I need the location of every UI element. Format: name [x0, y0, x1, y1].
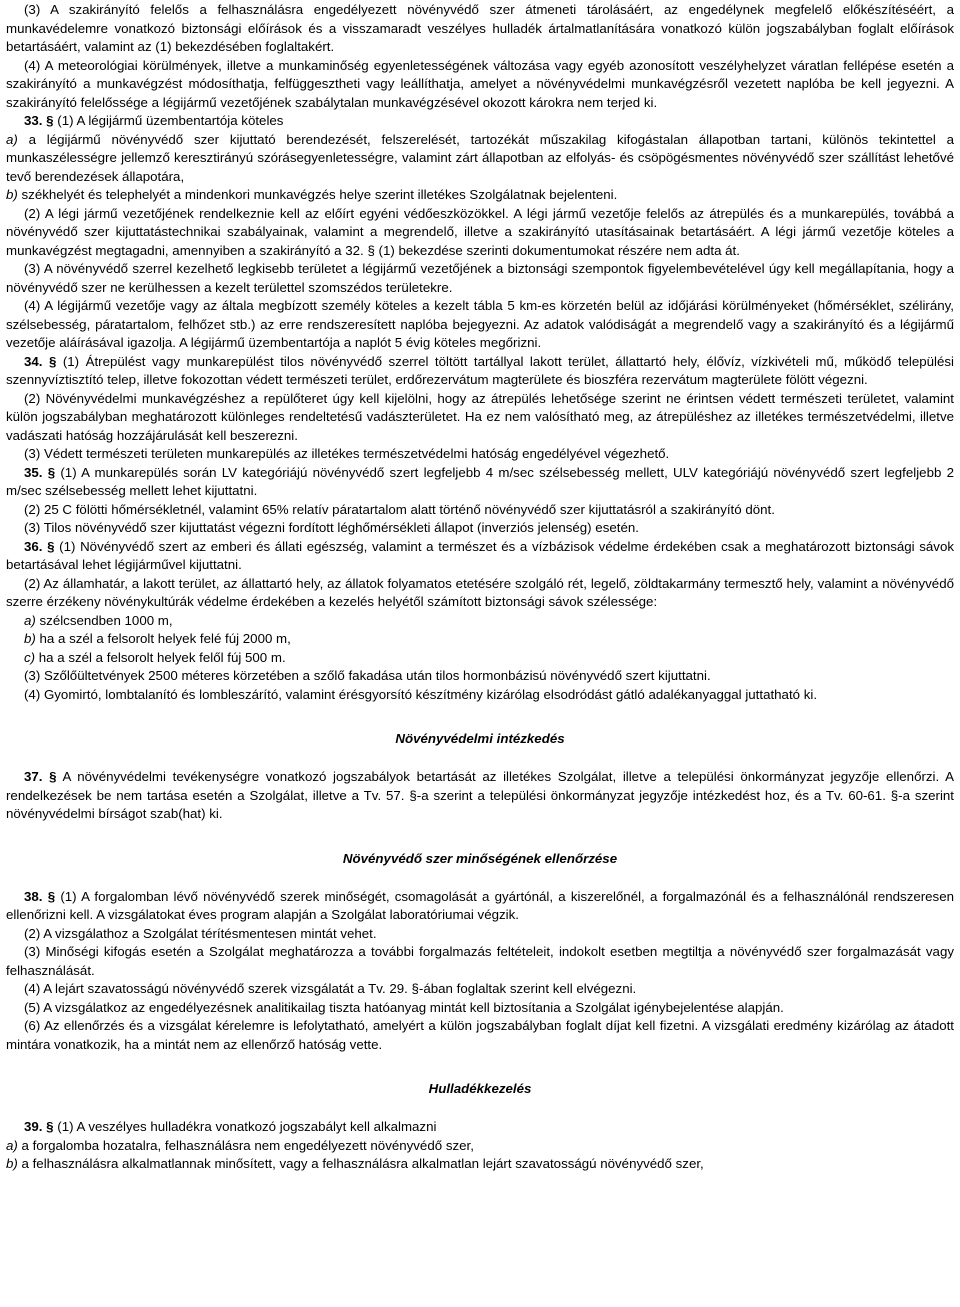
- point-label: b): [24, 631, 36, 646]
- heading-novenyvedelmi-intezkedes: Növényvédelmi intézkedés: [395, 731, 565, 746]
- section-34-2: (2) Növényvédelmi munkavégzéshez a repülőteret úgy kell kijelölni, hogy az átrepülés lehetősége szerint ne érintsen védett természeti területet, valamint külön jogszabályban meghatározott különleges rendeltetésű vadászterületet. Ha ez nem valósítható meg, az átrepüléshez az illetékes természetvédelmi, illetve vadászati hatóság hozzájárulását kell beszerezni.: [6, 390, 958, 443]
- section-36-4: (4) Gyomirtó, lombtalanító és lombleszárító, valamint érésgyorsító készítmény kizárólag elsodródást gátló adalékanyaggal juttatható ki.: [24, 686, 818, 702]
- heading-hulladekkezeles: Hulladékkezelés: [428, 1081, 532, 1096]
- section-number: 37. §: [24, 769, 57, 784]
- point-text: a forgalomba hozatalra, felhasználásra nem engedélyezett növényvédő szer,: [17, 1137, 474, 1153]
- section-text: (1) A veszélyes hulladékra vonatkozó jogszabályt kell alkalmazni: [53, 1119, 437, 1134]
- section-38-2: (2) A vizsgálathoz a Szolgálat térítésmentesen mintát vehet.: [24, 925, 377, 941]
- point-label: b): [6, 1156, 18, 1171]
- section-36-point-c: [6, 649, 954, 668]
- section-38-5: (5) A vizsgálatkoz az engedélyezésnek analitikailag tiszta hatóanyag mintát kell biztosítania a Szolgálat igénybejelentése alapján.: [24, 999, 784, 1015]
- section-38-1: [6, 888, 958, 925]
- section-38-3: (3) Minőségi kifogás esetén a Szolgálat meghatározza a további forgalmazás feltételeit, indokolt esetben megtiltja a növényvédő szer forgalmazását vagy felhasználását.: [6, 944, 958, 978]
- point-label: a): [6, 131, 18, 147]
- point-label: c): [24, 649, 36, 665]
- section-36-2: (2) Az államhatár, a lakott terület, az állattartó hely, az állatok folyamatos etetésére szolgáló rét, legelő, zöldtakarmány termesztő hely, valamint a növényvédő szerre érzékeny növénykultúrák védelme érdekében a kezelés helyétől számított biztonsági sávok szélessége:: [6, 575, 958, 609]
- point-text: ha a szél a felsorolt helyek felé fúj 2000 m,: [35, 631, 291, 646]
- section-33-4: (4) A légijármű vezetője vagy az általa megbízott személy köteles a kezelt tábla 5 km-es körzetén belül az időjárási körülményeket (hőmérséklet, szélirány, szélsebesség, páratartalom, felhőzet stb.) az erre rendszeresített naplóba bejegyezni. Az adatok valódiságát a megrendelő vagy a szakirányító és a légijármű vezetője aláírásával igazolja. A légijármű üzembentartója a naplót 5 évig köteles megőrizni.: [6, 298, 958, 350]
- section-33-3: (3) A növényvédő szerrel kezelhető legkisebb területet a légijármű vezetőjének a biztonsági szempontok figyelembevételével úgy kell megállapítania, hogy a növényvédő szer ne kerülhessen a kezelt területtel szomszédos területekre.: [6, 261, 958, 295]
- section-33-point-b: [6, 186, 954, 205]
- section-36-point-a: [6, 612, 954, 631]
- section-33-point-a: [6, 131, 958, 187]
- section-35-1: [6, 464, 958, 501]
- section-number: 33. §: [24, 113, 54, 128]
- point-label: a): [24, 612, 36, 628]
- section-text: (1) Átrepülést vagy munkarepülést tilos növényvédő szerrel töltött tartállyal lakott terület, állattartó hely, élővíz, vízkivételi mű, működő települési szennyvíztisztító telep, illetve fokozottan védett természeti terület, erdőrezervátum magterülete és bioszféra rezervátum magterülete fölött végezni.: [6, 353, 958, 387]
- section-38-4: (4) A lejárt szavatosságú növényvédő szerek vizsgálatát a Tv. 29. §-ában foglaltak szerint kell elvégezni.: [24, 981, 637, 996]
- section-39-point-b: [6, 1155, 954, 1174]
- section-36-3: (3) Szőlőültetvények 2500 méteres körzetében a szőlő fakadása után tilos hormonbázisú növényvédő szert kijuttatni.: [24, 668, 711, 683]
- point-text: szélcsendben 1000 m,: [35, 612, 173, 628]
- section-39-point-a: [6, 1137, 954, 1156]
- section-34-1: [6, 353, 958, 390]
- section-35-2: (2) 25 C fölötti hőmérsékletnél, valamint 65% relatív páratartalom alatt történő növényvédő szer kijuttatásról a szakirányító dönt.: [24, 501, 775, 517]
- section-37: [6, 768, 958, 824]
- section-38-6: (6) Az ellenőrzés és a vizsgálat kérelemre is lefolytatható, amelyért a külön jogszabályban foglalt díjat kell fizetni. A vizsgálati eredmény kizárólag az átadott mintára vonatkozik, ha a mintát nem az ellenőrző hatóság vette.: [6, 1018, 958, 1052]
- heading-minoseg-ellenorzese: Növényvédő szer minőségének ellenőrzése: [342, 850, 618, 866]
- section-36-point-b: [6, 630, 954, 649]
- section-number: 35. §: [24, 464, 56, 480]
- section-34-3: (3) Védett természeti területen munkarepülés az illetékes természetvédelmi hatóság engedélyével végezhető.: [24, 446, 670, 461]
- point-label: b): [6, 187, 18, 202]
- point-text: ha a szél a felsorolt helyek felől fúj 500 m.: [35, 649, 286, 665]
- section-33-2: (2) A légi jármű vezetőjének rendelkeznie kell az előírt egyéni védőeszközökkel. A légi jármű vezetője felelős az átrepülés és a munkarepülés, továbbá a növényvédő szer kijuttatástechnikai szabályainak, valamint a megrendelő, illetve a szakirányító utasításainak betartásáért. A légi jármű vezetője köteles a munkavégzést megtagadni, amennyiben a szakirányító a 32. § (1) bekezdése szerinti dokumentumokat részére nem adta át.: [6, 205, 958, 258]
- point-text: a felhasználásra alkalmatlannak minősített, vagy a felhasználásra alkalmatlan lejárt szavatosságú növényvédő szer,: [17, 1156, 704, 1171]
- paragraph-32-4: (4) A meteorológiai körülmények, illetve a munkaminőség egyenletességének változása vagy egyéb azonosított veszélyhelyzet váratlan fellépése esetén a szakirányító a munkavégzést módosíthatja, felfüggesztheti vagy leállíthatja, amelyet a növényvédelmi munkavégzésről vezetett naplóba be kell jegyezni. A szakirányító felelőssége a légijármű vezetőjének szabálytalan munkavégzésével okozott károkra nem terjed ki.: [6, 57, 958, 110]
- section-36-1: [6, 538, 958, 575]
- point-text: székhelyét és telephelyét a mindenkori munkavégzés helye szerint illetékes Szolgálatnak bejelenteni.: [17, 187, 618, 202]
- section-number: 36. §: [24, 538, 55, 554]
- paragraph-32-3: (3) A szakirányító felelős a felhasználásra engedélyezett növényvédő szer átmeneti tárolásáért, az engedélynek megfelelő előkészítéséért, a munkavédelemre vonatkozó biztonsági előírások és a visszamaradt veszélyes hulladék ártalmatlanítására vonatkozó külön jogszabályban foglalt előírások betartásáért, valamint az (1) bekezdésében foglaltakért.: [6, 2, 958, 54]
- section-33-1: [6, 112, 954, 131]
- section-number: 34. §: [24, 353, 57, 369]
- section-text: (1) Növényvédő szert az emberi és állati egészség, valamint a természet és a vízbázisok védelme érdekében csak a meghatározott biztonsági sávok betartásával lehet légijárművel kijuttatni.: [6, 538, 958, 572]
- section-text: (1) A munkarepülés során LV kategóriájú növényvédő szert legfeljebb 4 m/sec szélsebesség mellett, ULV kategóriájú növényvédő szert legfeljebb 2 m/sec szélsebesség mellett lehet kijuttatni.: [6, 464, 958, 498]
- section-number: 38. §: [24, 888, 56, 904]
- point-label: a): [6, 1137, 18, 1153]
- section-35-3: (3) Tilos növényvédő szer kijuttatást végezni fordított léghőmérsékleti állapot (inverziós jelenség) esetén.: [24, 520, 639, 535]
- section-text: (1) A légijármű üzembentartója köteles: [53, 113, 284, 128]
- section-39-1: [6, 1118, 954, 1137]
- point-text: a légijármű növényvédő szer kijuttató berendezését, felszerelését, tartozékát műszakilag kifogástalan állapotban tartani, különös tekintettel a munkaszélességre jellemző keresztirányú szórásegyenletességre, valamint zárt állapotban az elfolyás- és csöpögésmentes növényvédő szer szállítást lehetővé tevő berendezések állapotára,: [6, 131, 958, 184]
- section-number: 39. §: [24, 1119, 54, 1134]
- section-text: (1) A forgalomban lévő növényvédő szerek minőségét, csomagolását a gyártónál, a kiszerelőnél, a forgalmazónál és a felhasználónál rendszeresen ellenőrizni kell. A vizsgálatokat éves program alapján a Szolgálat laboratóriumai végzik.: [6, 888, 958, 922]
- section-text: A növényvédelmi tevékenységre vonatkozó jogszabályok betartását az illetékes Szolgálat, illetve a települési önkormányzat jegyzője ellenőrzi. A rendelkezések be nem tartása esetén a Szolgálat, illetve a Tv. 57. §-a szerint a települési önkormányzat jegyzője intézkedést hoz, és a Tv. 60-61. §-a szerint növényvédelmi bírságot szab(hat) ki.: [6, 769, 958, 821]
